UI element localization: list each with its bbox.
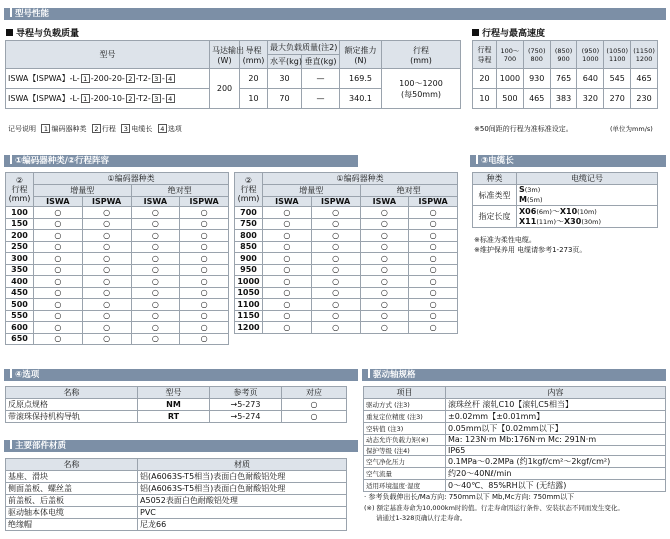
- stroke-value: 950: [235, 264, 263, 276]
- availability-mark: ○: [131, 241, 180, 253]
- horizontal-value: 70: [268, 89, 302, 109]
- stroke-value: 800: [235, 230, 263, 242]
- drive-banner: 驱动轴规格: [362, 369, 666, 381]
- speed-heading: 行程与最高速度: [472, 26, 545, 39]
- availability-mark: ○: [180, 230, 229, 242]
- table-row: [6, 69, 461, 89]
- availability-mark: ○: [409, 310, 458, 322]
- availability-mark: ○: [360, 310, 409, 322]
- availability-mark: ○: [263, 207, 312, 219]
- speed-col: (850) 900: [550, 41, 577, 69]
- availability-mark: ○: [131, 276, 180, 288]
- stroke-value: 350: [6, 264, 34, 276]
- table-row: [235, 241, 458, 253]
- table-row: 10 500 465 383 320 270 230: [473, 89, 658, 109]
- table-row: 保护等级 (注4) IP65: [364, 445, 666, 456]
- table-row: 指定长度 X06(6m)～X10(10m) X11(11m)～X30(30m): [473, 206, 658, 228]
- speed-note: ※50间距的行程为准标准设定。: [474, 125, 573, 133]
- availability-mark: ○: [311, 264, 360, 276]
- speed-unit: (单位为mm/s): [610, 125, 653, 133]
- encoder-table-right: ② 行程 (mm) ①编码器种类 增量型 绝对型 ISWA ISPWA ISWA ISPWA 700 ○ ○ ○ ○ 750 ○ ○ ○ ○ 800 ○ ○ ○ ○ 850 ○ ○ ○ ○ 900 ○ ○ ○ ○ 950 ○ ○ ○ ○ 1000 ○ ○ ○ ○ 1050 ○ ○ ○ ○ 1100 ○ ○ ○ ○ 1150 ○ ○ ○ ○ 1200 ○ ○ ○ ○: [234, 172, 458, 334]
- availability-mark: ○: [180, 287, 229, 299]
- availability-mark: ○: [263, 287, 312, 299]
- materials-banner: 主要部件材质: [4, 440, 358, 452]
- availability-mark: ○: [409, 287, 458, 299]
- availability-mark: ○: [34, 322, 83, 334]
- availability-mark: ○: [131, 218, 180, 230]
- table-row: 反原点规格 NM →5-273 ○: [6, 399, 347, 411]
- availability-mark: ○: [263, 310, 312, 322]
- table-row: [235, 299, 458, 311]
- stroke-value: 750: [235, 218, 263, 230]
- table-row: 带滚珠保持机构导轨 RT →5-274 ○: [6, 411, 347, 423]
- availability-mark: ○: [263, 218, 312, 230]
- materials-table: 名称 材质 基座、滑块 铝(A6063S-T5相当)表面白色耐酸铝处理 侧面盖板、螺丝盖 铝(A6063S-T5相当)表面白色耐酸铝处理 前盖板、后盖板 A5052表面白色耐酸铝处理 驱动轴本体电缆 PVC 绝缘帽 尼龙66: [5, 458, 347, 531]
- availability-mark: ○: [311, 322, 360, 334]
- speed-col: (950) 1000: [577, 41, 604, 69]
- availability-mark: ○: [311, 218, 360, 230]
- cable-banner: ③电缆长: [470, 155, 666, 167]
- drive-note-3: 请通过1-328页确认行走寿命。: [376, 514, 467, 522]
- table-row: [6, 310, 229, 322]
- speed-table: [472, 40, 658, 109]
- table-row: 空气流量 约20～40Nℓ/min: [364, 468, 666, 480]
- availability-mark: ○: [82, 253, 131, 265]
- availability-mark: ○: [180, 218, 229, 230]
- table-row: 空转值 (注3) 0.05mm以下【0.02mm以下】: [364, 423, 666, 435]
- availability-mark: ○: [263, 299, 312, 311]
- availability-mark: ○: [180, 241, 229, 253]
- availability-mark: ○: [82, 276, 131, 288]
- stroke-value: 1150: [235, 310, 263, 322]
- table-row: [6, 241, 229, 253]
- availability-mark: ○: [131, 310, 180, 322]
- availability-mark: ○: [131, 322, 180, 334]
- stroke-range: 100～1200 (每50mm): [382, 69, 461, 109]
- table-row: [6, 333, 229, 345]
- availability-mark: ○: [34, 253, 83, 265]
- model-code: ISWA【ISPWA】-L- 1 -200-20- 2 -T2- 3 - 4: [6, 69, 210, 89]
- table-row: [6, 218, 229, 230]
- availability-mark: ○: [131, 207, 180, 219]
- availability-mark: ○: [360, 207, 409, 219]
- section-banner-performance: [4, 8, 666, 20]
- lead-load-heading: 导程与负载质量: [6, 26, 79, 39]
- stroke-value: 500: [6, 299, 34, 311]
- stroke-value: 450: [6, 287, 34, 299]
- table-row: 标准类型 S(3m) M(5m): [473, 185, 658, 206]
- availability-mark: ○: [409, 253, 458, 265]
- table-row: [6, 276, 229, 288]
- table-row: [6, 287, 229, 299]
- table-row: [235, 276, 458, 288]
- table-row: 前盖板、后盖板 A5052表面白色耐酸铝处理: [6, 495, 347, 507]
- table-row: [235, 310, 458, 322]
- col-vertical: 垂直(kg): [302, 55, 340, 69]
- thrust-value: 340.1: [340, 89, 382, 109]
- table-row: 基座、滑块 铝(A6063S-T5相当)表面白色耐酸铝处理: [6, 471, 347, 483]
- availability-mark: ○: [34, 310, 83, 322]
- table-row: [6, 299, 229, 311]
- drive-table: 项目 内容 驱动方式 (注3) 滚珠丝杆 滚轧C10【滚轧C5相当】 重复定位精度 (注3) ±0.02mm【±0.01mm】 空转值 (注3) 0.05mm以下【0.02mm以下】 动态允许负载力矩(※) Ma: 123N·m Mb:176N·m Mc: 291N·m 保护等级 (注4) IP65 空气净化压力 0.1MPa～0.2MPa (约1kgf/cm²～2kgf/cm²) 空气流量 约20～40Nℓ/min 适用环境温度·湿度 0～40℃、85%RH以下 (无结露): [363, 386, 666, 492]
- availability-mark: ○: [82, 218, 131, 230]
- availability-mark: ○: [311, 287, 360, 299]
- table-row: 驱动轴本体电缆 PVC: [6, 507, 347, 519]
- availability-mark: ○: [409, 264, 458, 276]
- availability-mark: ○: [263, 230, 312, 242]
- table-row: [235, 230, 458, 242]
- col-stroke: 行程 (mm): [382, 41, 461, 69]
- stroke-value: 550: [6, 310, 34, 322]
- availability-mark: ○: [263, 322, 312, 334]
- availability-mark: ○: [360, 276, 409, 288]
- availability-mark: ○: [180, 333, 229, 345]
- stroke-value: 100: [6, 207, 34, 219]
- table-row: [6, 207, 229, 219]
- availability-mark: ○: [311, 299, 360, 311]
- availability-mark: ○: [82, 241, 131, 253]
- availability-mark: ○: [409, 207, 458, 219]
- stroke-value: 850: [235, 241, 263, 253]
- stroke-value: 650: [6, 333, 34, 345]
- availability-mark: ○: [82, 299, 131, 311]
- col-motor: 马达输出 (W): [210, 41, 240, 69]
- table-row: [235, 253, 458, 265]
- availability-mark: ○: [311, 310, 360, 322]
- speed-col: (1050) 1100: [604, 41, 631, 69]
- model-code: ISWA【ISPWA】-L- 1 -200-10- 2 -T2- 3 - 4: [6, 89, 210, 109]
- availability-mark: ○: [263, 276, 312, 288]
- availability-mark: ○: [180, 276, 229, 288]
- stroke-value: 600: [6, 322, 34, 334]
- drive-note-1: · 参考负载伸出长/Ma方向: 750mm以下 Mb,Mc方向: 750mm以下: [364, 493, 575, 501]
- thrust-value: 169.5: [340, 69, 382, 89]
- table-row: 动态允许负载力矩(※) Ma: 123N·m Mb:176N·m Mc: 291N·m: [364, 435, 666, 446]
- lead-value: 10: [240, 89, 268, 109]
- options-table: 名称 型号 参考页 对应 反原点规格 NM →5-273 ○ 带滚珠保持机构导轨 RT →5-274 ○: [5, 386, 347, 423]
- availability-mark: ○: [409, 230, 458, 242]
- availability-mark: ○: [180, 299, 229, 311]
- page-title: 型号性能: [15, 9, 50, 19]
- speed-col: 100～ 700: [497, 41, 524, 69]
- table-row: [6, 264, 229, 276]
- availability-mark: ○: [180, 322, 229, 334]
- availability-mark: ○: [34, 218, 83, 230]
- availability-mark: ○: [34, 333, 83, 345]
- table-row: [235, 218, 458, 230]
- drive-note-2: (※) 额定基准寿命为10,000km时的值。行走寿命因运行条件、安装状态不同而发生变化。: [364, 504, 624, 512]
- col-lead: 导程 (mm): [240, 41, 268, 69]
- availability-mark: ○: [34, 287, 83, 299]
- availability-mark: ○: [409, 218, 458, 230]
- table-row: 驱动方式 (注3) 滚珠丝杆 滚轧C10【滚轧C5相当】: [364, 399, 666, 411]
- availability-mark: ○: [311, 241, 360, 253]
- availability-mark: ○: [360, 299, 409, 311]
- availability-mark: ○: [82, 264, 131, 276]
- availability-mark: ○: [409, 241, 458, 253]
- availability-mark: ○: [311, 207, 360, 219]
- availability-mark: ○: [263, 253, 312, 265]
- table-row: 适用环境温度·湿度 0～40℃、85%RH以下 (无结露): [364, 480, 666, 492]
- availability-mark: ○: [131, 299, 180, 311]
- availability-mark: ○: [82, 207, 131, 219]
- availability-mark: ○: [131, 287, 180, 299]
- availability-mark: ○: [311, 253, 360, 265]
- speed-corner: 行程 导程: [473, 41, 497, 69]
- availability-mark: ○: [263, 241, 312, 253]
- table-row: 重复定位精度 (注3) ±0.02mm【±0.01mm】: [364, 411, 666, 423]
- availability-mark: ○: [34, 241, 83, 253]
- availability-mark: ○: [34, 299, 83, 311]
- stroke-value: 1000: [235, 276, 263, 288]
- table-row: [6, 253, 229, 265]
- lead-value: 20: [240, 69, 268, 89]
- availability-mark: ○: [34, 230, 83, 242]
- stroke-value: 700: [235, 207, 263, 219]
- availability-mark: ○: [82, 230, 131, 242]
- availability-mark: ○: [311, 276, 360, 288]
- vertical-value: —: [302, 89, 340, 109]
- encoder-table-left: ② 行程 (mm) ①编码器种类 增量型 绝对型 ISWA ISPWA ISWA ISPWA 100 ○ ○ ○ ○ 150 ○ ○ ○ ○ 200 ○ ○ ○ ○ 250 ○ ○ ○ ○ 300 ○ ○ ○ ○ 350 ○ ○ ○ ○ 400 ○ ○ ○ ○ 450 ○ ○ ○ ○ 500 ○ ○ ○ ○ 550 ○ ○ ○ ○ 600 ○ ○ ○ ○ 650 ○ ○ ○ ○: [5, 172, 229, 345]
- availability-mark: ○: [131, 253, 180, 265]
- availability-mark: ○: [360, 253, 409, 265]
- stroke-value: 250: [6, 241, 34, 253]
- availability-mark: ○: [82, 287, 131, 299]
- table-row: [235, 264, 458, 276]
- table-row: 绝缘帽 尼龙66: [6, 519, 347, 531]
- col-thrust: 额定推力 (N): [340, 41, 382, 69]
- table-row: [235, 207, 458, 219]
- cable-note-1: ※标准为柔性电缆。: [474, 236, 536, 244]
- availability-mark: ○: [82, 310, 131, 322]
- col-model: 型号: [6, 41, 210, 69]
- table-row: [235, 287, 458, 299]
- availability-mark: ○: [409, 276, 458, 288]
- availability-mark: ○: [34, 264, 83, 276]
- availability-mark: ○: [360, 264, 409, 276]
- motor-value: 200: [210, 69, 240, 109]
- table-row: 空气净化压力 0.1MPa～0.2MPa (约1kgf/cm²～2kgf/cm²): [364, 456, 666, 468]
- table-row: [6, 322, 229, 334]
- availability-mark: ○: [409, 322, 458, 334]
- availability-mark: ○: [360, 322, 409, 334]
- stroke-value: 1200: [235, 322, 263, 334]
- lead-load-table: [5, 40, 461, 109]
- cable-table: 种类 电缆记号 标准类型 S(3m) M(5m) 指定长度 X06(6m)～X10(10m) X11(11m)～X30(30m): [472, 172, 658, 228]
- legend: 记号说明 1 编码器种类 2 行程 3 电缆长 4 选项: [8, 125, 182, 133]
- availability-mark: ○: [82, 322, 131, 334]
- availability-mark: ○: [409, 299, 458, 311]
- availability-mark: ○: [180, 264, 229, 276]
- cable-note-2: ※维护保养用 电缆请参考1-273页。: [474, 246, 587, 254]
- stroke-value: 200: [6, 230, 34, 242]
- stroke-value: 150: [6, 218, 34, 230]
- options-banner: ④选项: [4, 369, 358, 381]
- table-row: 20 1000 930 765 640 545 465: [473, 69, 658, 89]
- availability-mark: ○: [360, 230, 409, 242]
- availability-mark: ○: [360, 287, 409, 299]
- availability-mark: ○: [82, 333, 131, 345]
- stroke-value: 900: [235, 253, 263, 265]
- stroke-value: 300: [6, 253, 34, 265]
- availability-mark: ○: [34, 276, 83, 288]
- col-load: 最大负载质量(注2): [268, 41, 340, 55]
- stroke-value: 1050: [235, 287, 263, 299]
- availability-mark: ○: [131, 230, 180, 242]
- col-horizontal: 水平(kg): [268, 55, 302, 69]
- speed-col: (1150) 1200: [631, 41, 658, 69]
- table-row: [235, 322, 458, 334]
- availability-mark: ○: [131, 333, 180, 345]
- stroke-value: 400: [6, 276, 34, 288]
- stroke-value: 1100: [235, 299, 263, 311]
- horizontal-value: 30: [268, 69, 302, 89]
- encoder-banner: ①编码器种类/②行程阵容: [4, 155, 358, 167]
- availability-mark: ○: [180, 253, 229, 265]
- table-row: [6, 230, 229, 242]
- availability-mark: ○: [131, 264, 180, 276]
- availability-mark: ○: [34, 207, 83, 219]
- availability-mark: ○: [263, 264, 312, 276]
- availability-mark: ○: [360, 218, 409, 230]
- table-row: 侧面盖板、螺丝盖 铝(A6063S-T5相当)表面白色耐酸铝处理: [6, 483, 347, 495]
- availability-mark: ○: [311, 230, 360, 242]
- availability-mark: ○: [360, 241, 409, 253]
- availability-mark: ○: [180, 310, 229, 322]
- availability-mark: ○: [180, 207, 229, 219]
- speed-col: (750) 800: [523, 41, 550, 69]
- vertical-value: —: [302, 69, 340, 89]
